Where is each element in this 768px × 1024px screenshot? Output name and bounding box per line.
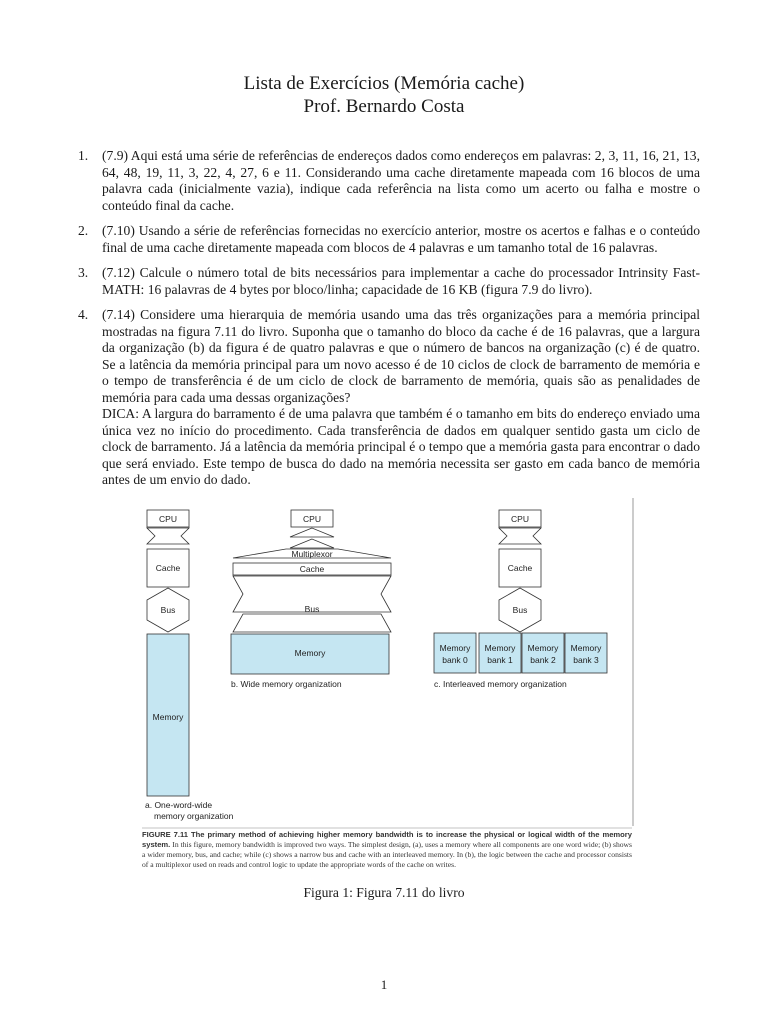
exercise-number: 2. [78, 223, 89, 238]
exercise-item-4 [78, 307, 700, 489]
memory-organization-diagram [136, 496, 636, 880]
diagram-b-label: b. Wide memory organization [231, 679, 342, 689]
diagram-a-label: a. One-word-wide [145, 800, 213, 810]
memory-label: Memory [294, 648, 326, 658]
diagram-a-label: memory organization [154, 811, 234, 821]
bus-arrow [147, 528, 189, 544]
memory-bank-box [479, 633, 521, 673]
exercise-text: (7.9) Aqui está uma série de referências de endereços dados como endereços em palavras: 2, 3, 11, 16, 21, 13, 64, 48, 19, 11, 3, 22, 4, 27, 6 e 11. Considerando uma cache diretamente mapeada com 16 blocos de uma palavra cada (inicialmente vazia), indique cada referência na lista como um acerto ou falha e mostre o conteúdo final da cache. [102, 148, 700, 213]
bus-label: Bus [160, 605, 176, 615]
multiplexor-label: Multiplexor [291, 549, 333, 559]
memory-label: Memory [152, 712, 184, 722]
bank-label: Memory [527, 643, 559, 653]
diagram-a [147, 510, 189, 796]
document-title [0, 72, 768, 118]
exercise-number: 4. [78, 307, 89, 322]
cpu-label: CPU [159, 514, 177, 524]
bank-label: bank 3 [573, 655, 599, 665]
bus-arrow [290, 528, 334, 537]
exercise-item-3 [78, 265, 700, 298]
exercise-item-2 [78, 223, 700, 256]
book-caption [142, 830, 632, 870]
exercise-text: (7.14) Considere uma hierarquia de memória usando uma das três organizações para a memória principal mostradas na figura 7.11 do livro. Suponha que o tamanho do bloco da cache é de 16 palavras, que a largura da organização (b) da figura é de quatro palavras e que o número de bancos na organização (c) é de quatro. Se a latência da memória principal para um novo acesso é de 10 ciclos de clock de barramento de memória e o tempo de transferência é de um ciclo de clock de barramento de memória, quais são as penalidades de memória para cada uma dessas organizações? [102, 307, 700, 405]
exercise-text: (7.10) Usando a série de referências fornecidas no exercício anterior, mostre os acertos e falhas e o conteúdo final de uma cache diretamente mapeada com blocos de 4 palavras e um tamanho total de 16 palavras. [102, 223, 700, 255]
page-number: 1 [380, 977, 388, 992]
bank-label: Memory [570, 643, 602, 653]
exercise-number: 3. [78, 265, 89, 280]
exercise-item-1 [78, 148, 700, 214]
exercise-number: 1. [78, 148, 89, 163]
exercise-text: (7.12) Calcule o número total de bits necessários para implementar a cache do processador Intrinsity Fast-MATH: 16 palavras de 4 bytes por bloco/linha; capacidade de 16 KB (figura 7.9 do livro). [102, 265, 700, 297]
cpu-label: CPU [511, 514, 529, 524]
bus-arrow [233, 614, 391, 632]
memory-bank-box [565, 633, 607, 673]
bus-label: Bus [512, 605, 528, 615]
bank-label: Memory [484, 643, 516, 653]
book-caption-text: In this figure, memory bandwidth is improved two ways. The simplest design, (a), uses a memory where all components are one word wide; (b) shows a wider memory, bus, and cache; while (c) shows a narrow bus and cache with an interleaved memory. In (b), the logic between the cache and processor consists of a multiplexor used on reads and control logic to update the appropriate words of the cache on writes. [142, 840, 632, 869]
title-line: Lista de Exercícios (Memória cache) [243, 73, 525, 94]
bus-arrow [290, 539, 334, 548]
bus-arrow [499, 528, 541, 544]
book-caption-bold: FIGURE 7.11 The primary method of achieving higher memory bandwidth is to increase the physical or logical width of the memory system. [142, 830, 632, 849]
bank-label: bank 0 [442, 655, 468, 665]
bank-label: bank 1 [487, 655, 513, 665]
bank-label: bank 2 [530, 655, 556, 665]
diagram-c-label: c. Interleaved memory organization [434, 679, 567, 689]
cpu-label: CPU [303, 514, 321, 524]
cache-label: Cache [507, 563, 533, 573]
figure-caption: Figura 1: Figura 7.11 do livro [303, 885, 465, 900]
exercise-body [102, 307, 700, 489]
bus-label: Bus [304, 604, 320, 614]
cache-label: Cache [299, 564, 325, 574]
exercise-hint: DICA: A largura do barramento é de uma palavra que também é o tamanho em bits do endereço enviado uma única vez no início do procedimento. Cada transferência de dados em qualquer sentido gasta um ciclo de clock de barramento. Já a latência da memória principal é o tempo que a memória gasta para encontrar o dado que será enviado. Este tempo de busca do dado na memória necessita ser gasto em cada banco de memória antes de um envio do dado. [102, 406, 700, 487]
memory-bank-box [522, 633, 564, 673]
exercise-list [78, 148, 700, 498]
bank-label: Memory [439, 643, 471, 653]
figure-7-11 [136, 496, 636, 880]
author-line: Prof. Bernardo Costa [303, 96, 465, 117]
memory-bank-box [434, 633, 476, 673]
cache-label: Cache [155, 563, 181, 573]
